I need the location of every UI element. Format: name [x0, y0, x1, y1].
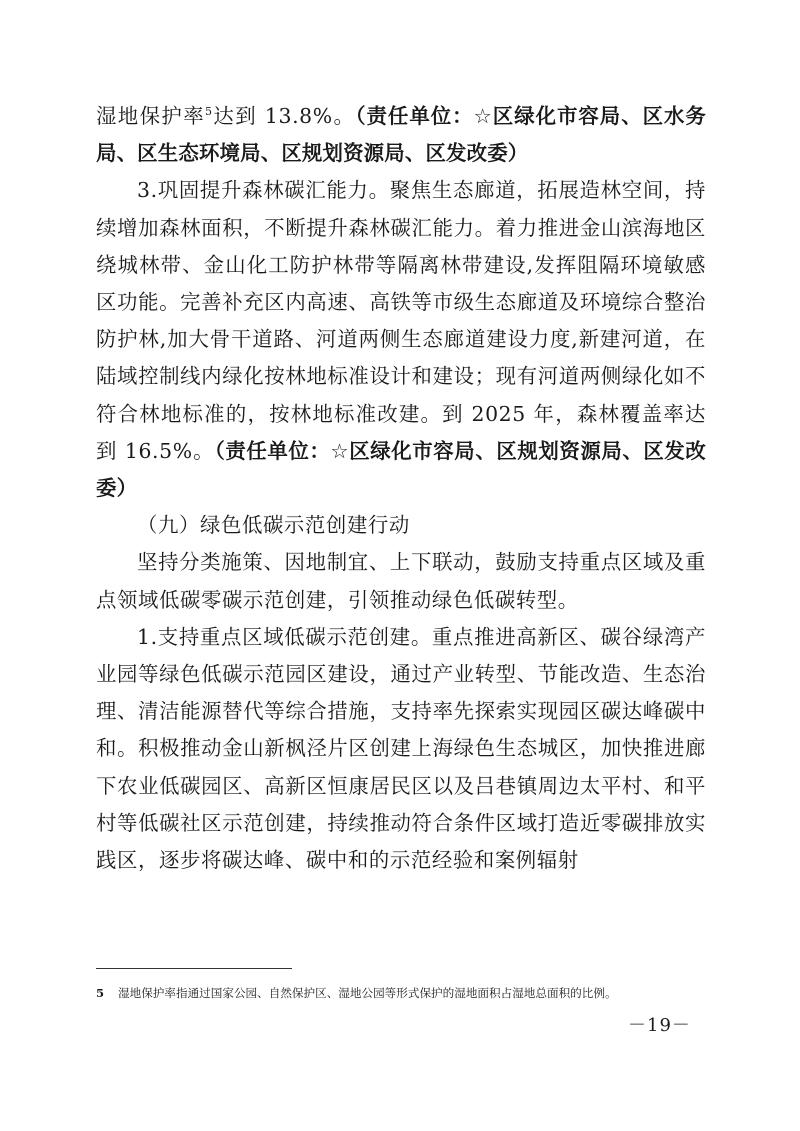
paragraph-wetland — [96, 98, 706, 172]
footnote-divider — [96, 968, 292, 969]
paragraph-intro: 坚持分类施策、因地制宜、上下联动，鼓励支持重点区域及重点领域低碳零碳示范创建，引领推动绿色低碳转型。 — [96, 550, 706, 612]
paragraph-text: 达到 13.8%。 — [212, 104, 356, 128]
footnote-text: 湿地保护率指通过国家公园、自然保护区、湿地公园等形式保护的湿地面积占湿地总面积的比例。 — [118, 986, 617, 1000]
page-number: －19－ — [628, 1015, 691, 1036]
section-heading: （九）绿色低碳示范创建行动 — [137, 513, 410, 538]
footnote-number: 5 — [96, 986, 105, 1000]
paragraph-text: 3.巩固提升森林碳汇能力。聚焦生态廊道，拓展造林空间，持续增加森林面积，不断提升森林碳汇能力。着力推进金山滨海地区绕城林带、金山化工防护林带等隔离林带建设,发挥阻隔环境敏感区功能。完善补充区内高速、高铁等市级生态廊道及环境综合整治防护林,加大骨干道路、河道两侧生态廊道建设力度,新建河道，在陆域控制线内绿化按林地标准设计和建设；现有河道两侧绿化如不符合林地标准的，按林地标准改建。到 2025 年，森林覆盖率达到 16.5%。 — [96, 178, 706, 463]
responsible-units: （责任单位：☆区绿化市容局、区规划资源局、区发改委） — [96, 438, 706, 501]
paragraph-regional-demo: 1.支持重点区域低碳示范创建。重点推进高新区、碳谷绿湾产业园等绿色低碳示范园区建设，通过产业转型、节能改造、生态治理、清洁能源替代等综合措施，支持率先探索实现园区碳达峰碳中和。积极推动金山新枫泾片区创建上海绿色生态城区，加快推进廊下农业低碳园区、高新区恒康居民区以及吕巷镇周边太平村、和平村等低碳社区示范创建，持续推动符合条件区域打造近零碳排放实践区，逐步将碳达峰、碳中和的示范经验和案例辐射 — [96, 624, 706, 873]
footnote-reference[interactable]: 5 — [205, 105, 213, 119]
body-text — [96, 98, 706, 879]
responsible-units: （责任单位：☆区绿化市容局、区水务局、区生态环境局、区规划资源局、区发改委） — [96, 104, 706, 166]
paragraph-forest-carbon — [96, 172, 706, 507]
footnote — [96, 985, 716, 1001]
paragraph-text: 湿地保护率 — [96, 104, 206, 128]
